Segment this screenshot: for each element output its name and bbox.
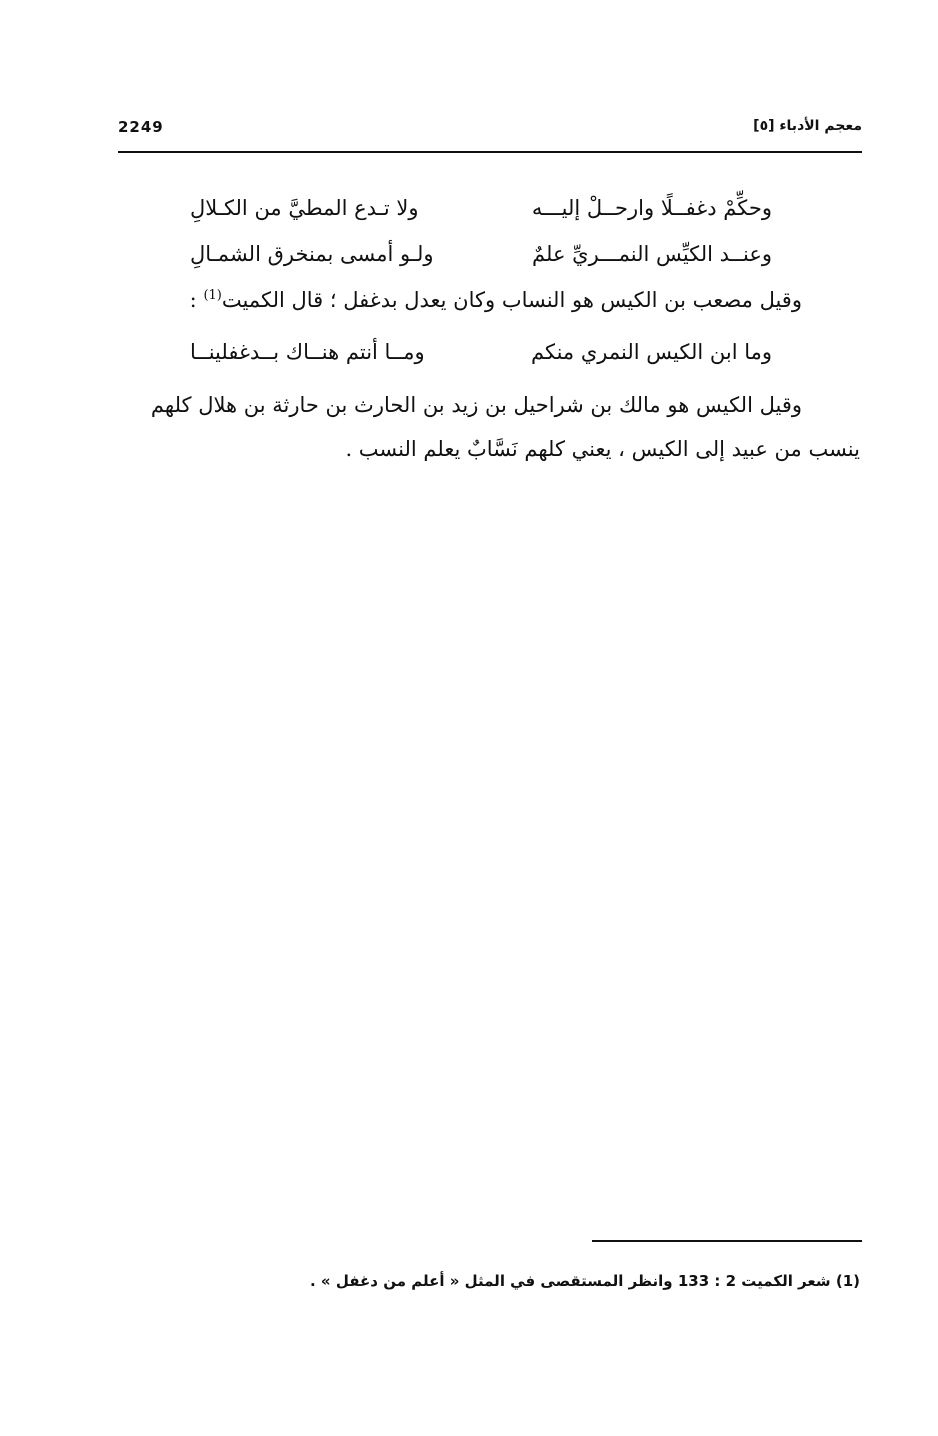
footnote-rule [592, 1240, 862, 1242]
paragraph-1 [190, 288, 802, 312]
verse-line-3 [190, 340, 772, 380]
footnote: (1) شعر الكميت 2 : 133 وانظر المستقصى في المثل « أعلم من دغفل » . [310, 1272, 860, 1290]
page-header [118, 118, 862, 148]
verse-3-second-hemistich: ومــا أنتم هنــاك بــدغفلينــا [190, 340, 425, 364]
page-number: 2249 [118, 118, 164, 136]
verse-3-first-hemistich: وما ابن الكيس النمري منكم [531, 340, 772, 364]
verse-1-first-hemistich: وحكِّمْ دغفــلًا وارحــلْ إليـــه [531, 196, 772, 220]
verse-2-first-hemistich: وعنــد الكيِّس النمـــريِّ علمٌ [532, 242, 772, 266]
verse-2-second-hemistich: ولـو أمسى بمنخرق الشمـالِ [190, 242, 434, 266]
header-rule [118, 151, 862, 153]
verse-line-1 [190, 196, 772, 236]
paragraph-2-line-2: ينسب من عبيد إلى الكيس ، يعني كلهم نَسَّابٌ يعلم النسب . [345, 437, 860, 461]
paragraph-1-text: وقيل مصعب بن الكيس هو النساب وكان يعدل بدغفل ؛ قال الكميت [221, 288, 802, 312]
verse-1-second-hemistich: ولا تـدع المطيَّ من الكـلالِ [190, 196, 419, 220]
verse-line-2 [190, 242, 772, 282]
running-title: معجم الأدباء [٥] [753, 118, 862, 134]
paragraph-2-line-1: وقيل الكيس هو مالك بن شراحيل بن زيد بن الحارث بن حارثة بن هلال كلهم [150, 393, 802, 417]
paragraph-1-tail: : [189, 288, 204, 312]
footnote-reference: (1) [203, 288, 222, 303]
